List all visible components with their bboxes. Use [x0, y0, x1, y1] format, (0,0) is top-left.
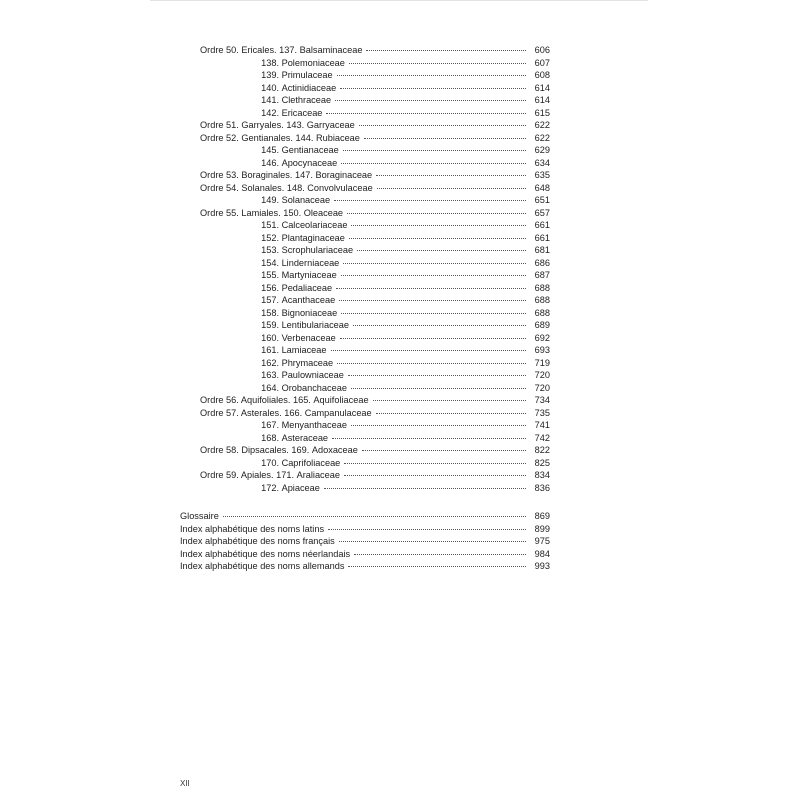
toc-family-number: 152.: [261, 232, 279, 243]
toc-row: [180, 207, 550, 220]
toc-leader-dots: [364, 138, 526, 139]
toc-page-number: 629: [534, 145, 550, 155]
toc-family-name: Ericaceae: [281, 107, 323, 118]
toc-leader-dots: [326, 113, 526, 114]
toc-leader-dots: [362, 450, 526, 451]
toc-order-label: Ordre 57. Asterales.: [200, 407, 282, 418]
toc-page-number: 607: [534, 57, 550, 68]
toc-family-name: Boraginaceae: [315, 170, 373, 180]
toc-family-number: 150.: [283, 207, 302, 218]
toc-family-number: 164.: [261, 382, 279, 393]
toc-gap: [180, 494, 550, 510]
toc-leader-dots: [357, 250, 526, 251]
toc-page-number: 606: [534, 45, 550, 55]
toc-order-label: Ordre 50. Ericales.: [200, 45, 277, 55]
toc-leader-dots: [376, 413, 526, 414]
toc-order-label: Ordre 54. Solanales.: [200, 182, 285, 193]
toc-page-number: 657: [534, 207, 550, 218]
toc-row: [180, 469, 550, 482]
toc-page-number: 648: [534, 182, 550, 193]
toc-family-name: Convolvulaceae: [307, 182, 373, 193]
toc-row: [180, 232, 550, 245]
toc-order-label: Ordre 55. Lamiales.: [200, 207, 281, 218]
toc-family-number: 142.: [261, 107, 279, 118]
toc-row: [180, 432, 550, 445]
toc-page-number: 692: [534, 332, 550, 343]
toc-leader-dots: [336, 288, 526, 289]
toc-leader-dots: [351, 388, 526, 389]
toc-row: [180, 57, 550, 70]
toc-row: [180, 344, 550, 357]
toc-leader-dots: [339, 541, 526, 542]
toc-leader-dots: [366, 50, 526, 51]
toc-family-name: Linderniaceae: [281, 257, 340, 268]
toc-leader-dots: [353, 325, 526, 326]
toc-back-matter: [180, 510, 550, 573]
toc-leader-dots: [349, 238, 526, 239]
toc-row: [180, 69, 550, 82]
toc-family-number: 157.: [261, 295, 279, 305]
toc-family-number: 172.: [261, 482, 279, 493]
toc-family-number: 168.: [261, 432, 279, 443]
toc-page-number: 834: [534, 470, 550, 480]
toc-family-number: 146.: [261, 157, 279, 168]
toc-family-name: Calceolariaceae: [281, 220, 348, 230]
toc-page-number: 681: [534, 245, 550, 255]
toc-page-number: 735: [534, 407, 550, 418]
toc-leader-dots: [331, 350, 526, 351]
toc-leader-dots: [334, 200, 526, 201]
toc-family-name: Adoxaceae: [311, 445, 358, 455]
toc-leader-dots: [332, 438, 526, 439]
toc-family-number: 147.: [295, 170, 313, 180]
toc-page-number: 975: [534, 536, 550, 546]
toc-family-number: 167.: [261, 420, 279, 430]
toc-back-title: Index alphabétique des noms français: [180, 536, 335, 546]
toc-row: [180, 394, 550, 407]
toc-leader-dots: [351, 225, 526, 226]
toc-leader-dots: [347, 213, 526, 214]
toc-family-number: 156.: [261, 282, 279, 293]
toc-leader-dots: [351, 425, 526, 426]
toc-row: [180, 144, 550, 157]
toc-back-row: [180, 548, 550, 561]
toc-row: [180, 482, 550, 495]
toc-row: [180, 82, 550, 95]
toc-family-name: Acanthaceae: [281, 295, 336, 305]
toc-row: [180, 157, 550, 170]
toc-leader-dots: [354, 554, 526, 555]
toc-family-name: Paulowniaceae: [281, 370, 344, 380]
toc-back-title: Index alphabétique des noms latins: [180, 523, 325, 534]
toc-family-number: 171.: [276, 470, 294, 480]
toc-family-number: 137.: [279, 45, 298, 55]
toc-row: [180, 182, 550, 195]
toc-family-number: 144.: [295, 132, 314, 143]
toc-page-number: 622: [534, 120, 550, 130]
toc-family-name: Bignoniaceae: [281, 307, 338, 318]
page-folio: XII: [180, 779, 190, 788]
toc-row: [180, 132, 550, 145]
toc-family-number: 138.: [261, 57, 279, 68]
toc-family-number: 169.: [291, 445, 310, 455]
toc-page-number: 993: [534, 561, 550, 571]
toc-family-name: Scrophulariaceae: [281, 245, 354, 255]
toc-family-number: 140.: [261, 82, 279, 93]
toc-family-number: 163.: [261, 370, 279, 380]
toc-page-number: 719: [534, 357, 550, 368]
toc-leader-dots: [339, 300, 526, 301]
toc-row: [180, 257, 550, 270]
toc-row: [180, 319, 550, 332]
toc-leader-dots: [377, 188, 526, 189]
toc-page-number: 635: [534, 170, 550, 180]
toc-page-number: 741: [534, 420, 550, 430]
toc-family-number: 151.: [261, 220, 279, 230]
toc-row: [180, 44, 550, 57]
toc-family-name: Clethraceae: [281, 95, 332, 105]
toc-leader-dots: [344, 475, 526, 476]
toc-family-name: Asteraceae: [281, 432, 329, 443]
toc-page-number: 634: [534, 157, 550, 168]
toc-row: [180, 457, 550, 470]
toc-family-name: Garryaceae: [306, 120, 355, 130]
toc-family-number: 170.: [261, 457, 279, 468]
top-rule: [150, 0, 648, 1]
toc-back-title: Index alphabétique des noms néerlandais: [180, 548, 351, 559]
toc-leader-dots: [340, 88, 526, 89]
toc-family-number: 153.: [261, 245, 279, 255]
toc-family-name: Araliaceae: [296, 470, 340, 480]
toc-leader-dots: [328, 529, 526, 530]
toc-page-number: 822: [534, 445, 550, 455]
toc-family-number: 148.: [286, 182, 305, 193]
table-of-contents: [180, 44, 550, 573]
toc-leader-dots: [324, 488, 526, 489]
toc-family-name: Gentianaceae: [281, 145, 339, 155]
toc-page-number: 614: [534, 95, 550, 105]
toc-family-name: Lentibulariaceae: [281, 320, 349, 330]
toc-leader-dots: [341, 163, 526, 164]
toc-family-number: 155.: [261, 270, 279, 280]
toc-leader-dots: [343, 150, 526, 151]
toc-page-number: 651: [534, 195, 550, 205]
toc-family-number: 145.: [261, 145, 279, 155]
toc-leader-dots: [341, 275, 526, 276]
toc-leader-dots: [335, 100, 526, 101]
toc-family-number: 165.: [292, 395, 311, 405]
toc-row: [180, 244, 550, 257]
toc-page-number: 615: [534, 107, 550, 118]
toc-family-name: Apiaceae: [281, 482, 320, 493]
toc-row: [180, 357, 550, 370]
toc-family-name: Apocynaceae: [281, 157, 338, 168]
toc-page-number: 661: [534, 232, 550, 243]
toc-leader-dots: [376, 175, 526, 176]
toc-row: [180, 332, 550, 345]
toc-back-row: [180, 523, 550, 536]
toc-family-number: 161.: [261, 345, 279, 355]
toc-family-number: 162.: [261, 357, 279, 368]
toc-row: [180, 169, 550, 182]
toc-family-number: 166.: [284, 407, 303, 418]
toc-family-name: Actinidiaceae: [281, 82, 337, 93]
toc-leader-dots: [359, 125, 526, 126]
toc-row: [180, 369, 550, 382]
toc-row: [180, 444, 550, 457]
toc-row: [180, 407, 550, 420]
toc-page-number: 687: [534, 270, 550, 280]
toc-family-number: 149.: [261, 195, 279, 205]
toc-family-number: 154.: [261, 257, 279, 268]
toc-family-number: 143.: [286, 120, 305, 130]
toc-family-name: Pedaliaceae: [281, 282, 333, 293]
toc-back-row: [180, 560, 550, 573]
toc-page-number: 869: [534, 511, 550, 521]
toc-leader-dots: [348, 375, 526, 376]
toc-family-number: 139.: [261, 70, 279, 80]
toc-family-number: 158.: [261, 307, 279, 318]
toc-back-row: [180, 535, 550, 548]
toc-family-name: Oleaceae: [303, 207, 344, 218]
toc-row: [180, 94, 550, 107]
toc-family-name: Solanaceae: [281, 195, 331, 205]
toc-row: [180, 382, 550, 395]
toc-page-number: 688: [534, 295, 550, 305]
toc-page-number: 622: [534, 132, 550, 143]
toc-row: [180, 419, 550, 432]
toc-order-label: Ordre 53. Boraginales.: [200, 170, 293, 180]
toc-family-name: Phrymaceae: [281, 357, 334, 368]
toc-leader-dots: [337, 75, 526, 76]
toc-family-number: 160.: [261, 332, 279, 343]
toc-row: [180, 307, 550, 320]
toc-leader-dots: [341, 313, 526, 314]
toc-order-label: Ordre 56. Aquifoliales.: [200, 395, 291, 405]
toc-leader-dots: [349, 63, 526, 64]
toc-order-label: Ordre 51. Garryales.: [200, 120, 284, 130]
toc-page-number: 984: [534, 548, 550, 559]
toc-page-number: 608: [534, 70, 550, 80]
toc-leader-dots: [340, 338, 526, 339]
toc-page-number: 742: [534, 432, 550, 443]
toc-family-name: Caprifoliaceae: [281, 457, 341, 468]
toc-leader-dots: [373, 400, 526, 401]
toc-page-number: 693: [534, 345, 550, 355]
toc-row: [180, 269, 550, 282]
toc-page-number: 688: [534, 282, 550, 293]
toc-leader-dots: [348, 566, 526, 567]
toc-family-number: 159.: [261, 320, 279, 330]
toc-order-label: Ordre 58. Dipsacales.: [200, 445, 289, 455]
toc-family-name: Plantaginaceae: [281, 232, 345, 243]
toc-leader-dots: [344, 463, 526, 464]
toc-page-number: 734: [534, 395, 550, 405]
toc-page-number: 689: [534, 320, 550, 330]
toc-leader-dots: [223, 516, 526, 517]
toc-family-name: Martyniaceae: [281, 270, 337, 280]
toc-family-name: Aquifoliaceae: [313, 395, 369, 405]
toc-page-number: 836: [534, 482, 550, 493]
toc-order-label: Ordre 52. Gentianales.: [200, 132, 293, 143]
toc-family-name: Primulaceae: [281, 70, 333, 80]
toc-page-number: 825: [534, 457, 550, 468]
toc-row: [180, 107, 550, 120]
toc-leader-dots: [343, 263, 526, 264]
toc-entries: [180, 44, 550, 494]
toc-family-name: Polemoniaceae: [281, 57, 345, 68]
toc-page-number: 899: [534, 523, 550, 534]
toc-page-number: 720: [534, 370, 550, 380]
toc-family-name: Menyanthaceae: [281, 420, 347, 430]
toc-row: [180, 282, 550, 295]
toc-page-number: 688: [534, 307, 550, 318]
toc-row: [180, 219, 550, 232]
toc-page-number: 661: [534, 220, 550, 230]
toc-row: [180, 294, 550, 307]
toc-family-name: Verbenaceae: [281, 332, 336, 343]
toc-family-name: Rubiaceae: [315, 132, 360, 143]
toc-page-number: 720: [534, 382, 550, 393]
toc-family-number: 141.: [261, 95, 279, 105]
toc-order-label: Ordre 59. Apiales.: [200, 470, 274, 480]
toc-family-name: Orobanchaceae: [281, 382, 347, 393]
toc-family-name: Campanulaceae: [304, 407, 372, 418]
toc-back-title: Index alphabétique des noms allemands: [180, 561, 345, 571]
toc-back-row: [180, 510, 550, 523]
toc-family-name: Lamiaceae: [281, 345, 327, 355]
toc-row: [180, 194, 550, 207]
toc-page-number: 614: [534, 82, 550, 93]
toc-page-number: 686: [534, 257, 550, 268]
toc-family-name: Balsaminaceae: [299, 45, 363, 55]
toc-back-title: Glossaire: [180, 511, 219, 521]
toc-row: [180, 119, 550, 132]
toc-leader-dots: [337, 363, 526, 364]
